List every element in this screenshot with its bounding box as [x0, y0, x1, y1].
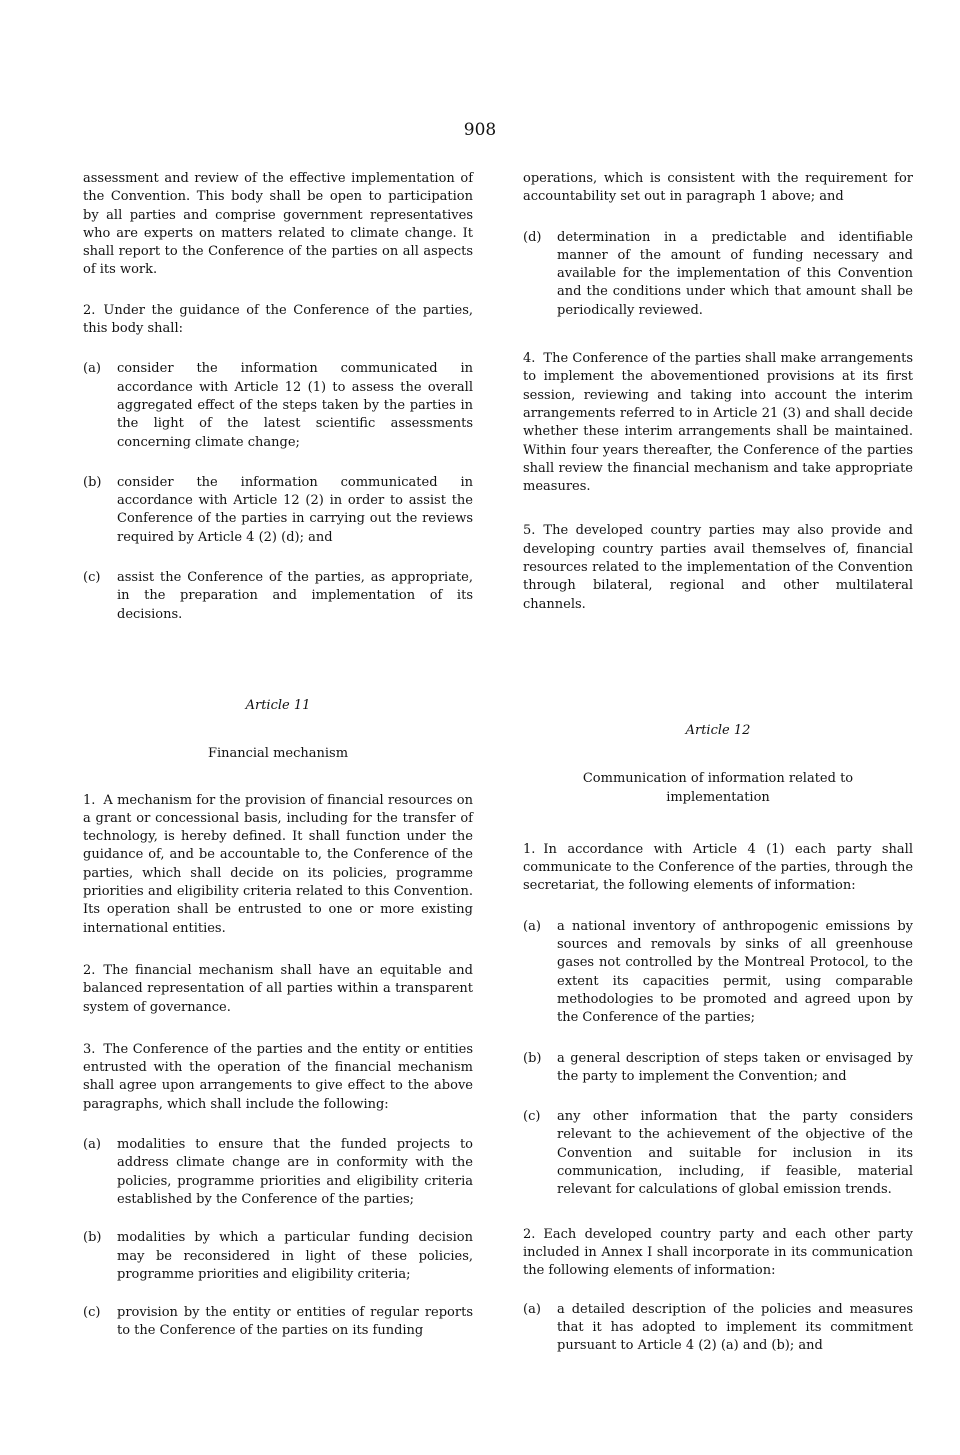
item-label: (a)	[523, 1301, 541, 1317]
list-item	[83, 474, 473, 547]
para-text: Each developed country party and each other party included in Annex I shall incorporate in its communication the following elements of information:	[523, 1226, 913, 1279]
para-text: Under the guidance of the Conference of the parties, this body shall:	[83, 302, 473, 337]
list-item	[83, 1229, 473, 1284]
para-text: In accordance with Article 4 (1) each party shall communicate to the Conference of the parties, through the secretariat, the following elements of information:	[523, 841, 914, 894]
list-item	[523, 1050, 913, 1087]
right-column	[523, 170, 913, 630]
article11-para2	[83, 962, 473, 1017]
list-item	[83, 1304, 473, 1341]
article12-para2-items	[523, 1301, 913, 1356]
item-text: determination in a predictable and identifiable manner of the amount of funding necessary and available for the implementation of this Convention and the conditions under which that amount shall be periodically reviewed.	[557, 229, 913, 318]
left-continuation-text: assessment and review of the effective implementation of the Convention. This body shall be open to participation by all parties and comprise government representatives who are experts on matters related to climate change. It shall report to the Conference of the parties on all aspects of its work.	[83, 171, 473, 278]
item-label: (b)	[83, 474, 102, 490]
list-item	[523, 918, 913, 1028]
article12-para1-items	[523, 918, 913, 1200]
item-text: provision by the entity or entities of regular reports to the Conference of the parties on its funding	[117, 1305, 473, 1339]
item-label: (a)	[83, 361, 101, 377]
para-text: The developed country parties may also provide and developing country parties avail themselves of, financial resources related to the implementation of the Convention through bilateral, regional and other multilateral channels.	[523, 523, 913, 612]
article-label: Article 12	[685, 723, 751, 738]
article-12-section	[523, 722, 913, 1371]
item-label: (b)	[83, 1230, 102, 1246]
para-text: A mechanism for the provision of financial resources on a grant or concessional basis, including for the transfer of technology, is hereby defined. It shall function under the guidance of, and be accountable to, the Conference of the parties, which shall decide on its policies, programme priorities and eligibility criteria related to this Convention. Its operation shall be entrusted to one or more existing international entities.	[83, 792, 473, 936]
item-text: consider the information communicated in accordance with Article 12 (1) to assess the overall aggregated effect of the steps taken by the parties in the light of the latest scientific assessments concerning climate change;	[117, 361, 473, 450]
item-label: (d)	[523, 229, 542, 245]
item-label: (a)	[523, 918, 541, 934]
article-title: Communication of information related to implementation	[582, 771, 854, 805]
article-11-section	[83, 697, 473, 1357]
list-item	[83, 1136, 473, 1209]
para-number: 2.	[83, 962, 96, 978]
item-text: a detailed description of the policies and measures that it has adopted to implement its commitment pursuant to Article 4 (2) (a) and (b); and	[557, 1301, 913, 1354]
para-number: 1.	[83, 792, 96, 808]
article10-para2-items	[83, 360, 473, 624]
list-item	[523, 1108, 913, 1199]
para-number: 5.	[523, 523, 536, 539]
para-number: 1.	[523, 841, 536, 857]
para-text: The financial mechanism shall have an equitable and balanced representation of all parties within a transparent system of governance.	[83, 962, 473, 1015]
item-text: a general description of steps taken or envisaged by the party to implement the Convention; and	[557, 1050, 913, 1084]
list-item	[523, 1301, 913, 1356]
para-text: The Conference of the parties and the entity or entities entrusted with the operation of the financial mechanism shall agree upon arrangements to give effect to the above paragraphs, which shall include the following:	[83, 1041, 473, 1112]
item-text: modalities to ensure that the funded projects to address climate change are in conformity with the policies, programme priorities and eligibility criteria established by the Conference of the parties;	[117, 1137, 473, 1207]
item-text: a national inventory of anthropogenic emissions by sources and removals by sinks of all greenhouse gases not controlled by the Montreal Protocol, to the extent its capacities permit, using comparable methodologies to be promoted and agreed upon by the Conference of the parties;	[557, 918, 913, 1026]
article11-para3	[83, 1041, 473, 1114]
list-item	[523, 229, 913, 320]
para-number: 2.	[83, 302, 96, 318]
item-label: (c)	[83, 570, 101, 586]
item-label: (c)	[83, 1305, 101, 1321]
item-text: modalities by which a particular funding decision may be reconsidered in light of these policies, programme priorities and eligibility criteria;	[117, 1230, 473, 1282]
article-title: Financial mechanism	[207, 746, 349, 762]
right-continuation-text: operations, which is consistent with the requirement for accountability set out in paragraph 1 above; and	[523, 171, 913, 205]
para-text: The Conference of the parties shall make arrangements to implement the abovementioned provisions at its first session, reviewing and taking into account the interim arrangements referred to in Article 21 (3) and shall decide whether these interim arrangements shall be maintained. Within four years thereafter, the Conference of the parties shall review the financial mechanism and take appropriate measures.	[523, 351, 913, 495]
para-number: 2.	[523, 1226, 536, 1242]
article11-para1	[83, 792, 473, 938]
article11-para4	[523, 350, 913, 496]
item-label: (b)	[523, 1050, 542, 1066]
article11-para5	[523, 522, 913, 613]
page-number: 908	[463, 120, 497, 140]
article11-para3-items	[83, 1136, 473, 1341]
article12-para1	[523, 841, 913, 896]
left-column	[83, 170, 473, 640]
item-text: assist the Conference of the parties, as appropriate, in the preparation and implementation of its decisions.	[117, 570, 473, 622]
item-text: any other information that the party considers relevant to the achievement of the objective of the Convention and suitable for inclusion in its communication, including, if feasible, material relevant for calculations of global emission trends.	[557, 1109, 913, 1198]
article-label: Article 11	[245, 698, 311, 713]
item-text: consider the information communicated in accordance with Article 12 (2) in order to assist the Conference of the parties in carrying out the reviews required by Article 4 (2) (d); and	[117, 474, 473, 545]
article10-para2	[83, 302, 473, 339]
article12-para2	[523, 1226, 913, 1281]
list-item	[83, 569, 473, 624]
list-item	[83, 360, 473, 451]
item-label: (c)	[523, 1109, 541, 1125]
para-number: 4.	[523, 351, 536, 367]
para-number: 3.	[83, 1041, 96, 1057]
item-label: (a)	[83, 1137, 101, 1153]
